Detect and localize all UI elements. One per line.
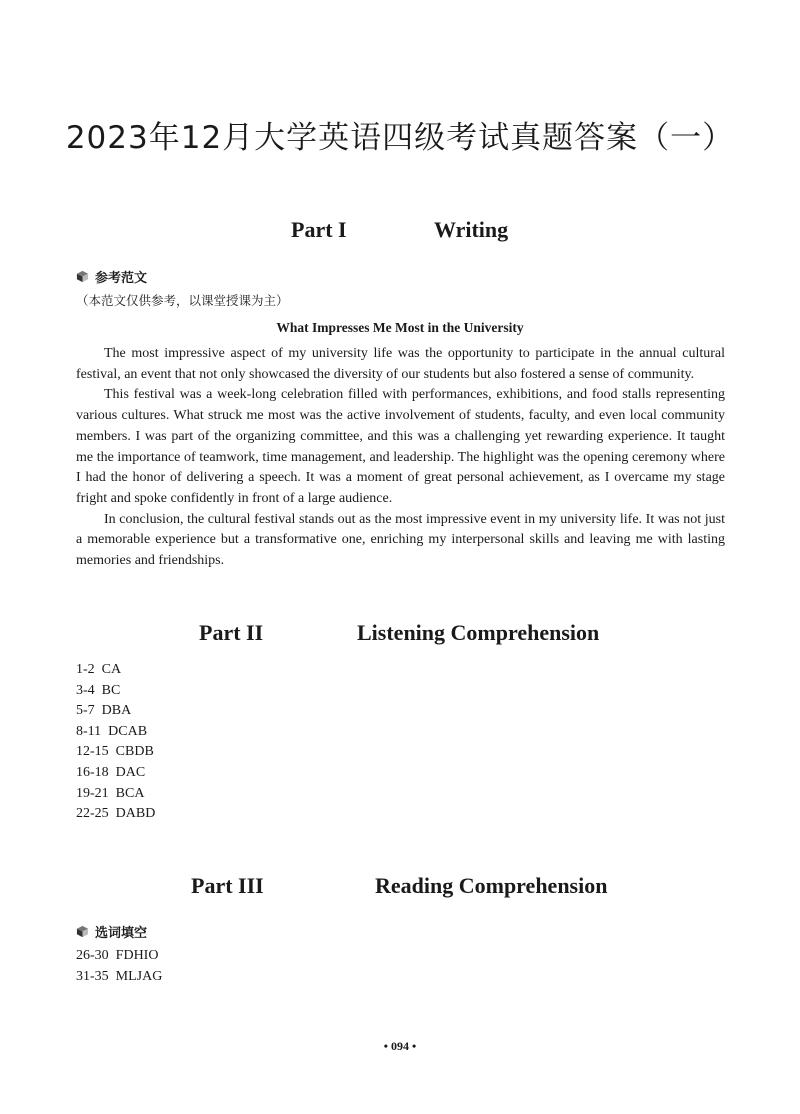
answer-range: 16-18 [76,764,109,780]
answer-row [76,660,155,681]
part3-section-label [76,922,147,941]
answer-keys: BC [101,682,121,698]
answer-row [76,946,162,967]
answer-keys: DCAB [108,723,148,739]
part1-name: Writing [434,217,509,242]
part3-section-text: 选词填空 [95,926,148,941]
answer-range: 5-7 [76,703,95,719]
answer-row [76,701,155,722]
essay-note: （本范文仅供参考，以课堂授课为主） [76,293,289,308]
part1-number: Part I [291,217,347,242]
answer-keys: DBA [101,703,132,719]
answer-range: 22-25 [76,806,109,822]
answer-range: 3-4 [76,682,95,698]
essay-title: What Impresses Me Most in the University [276,320,524,335]
cube-icon [76,925,89,938]
answer-range: 8-11 [76,723,102,739]
answer-keys: DABD [115,806,156,822]
answer-keys: BCA [115,785,145,801]
essay-body [76,344,725,572]
answer-range: 31-35 [76,968,109,984]
part3-number: Part III [191,873,264,898]
reading-answers [76,946,162,987]
answer-keys: CA [101,662,122,677]
answer-row [76,967,162,988]
answer-keys: MLJAG [115,968,163,984]
part2-number: Part II [199,620,264,645]
part2-name: Listening Comprehension [357,620,600,645]
answer-range: 12-15 [76,744,109,760]
answer-range: 19-21 [76,785,109,801]
answer-keys: DAC [115,764,146,780]
essay-paragraph: This festival was a week-long celebration filled with performances, exhibitions, and food stalls representing various cultures. What struck me most was the active involvement of students, faculty, and even local community members. I was part of the organizing committee, and this was a challenging yet rewarding experience. It taught me the importance of teamwork, time management, and leadership. The highlight was the opening ceremony where I had the honor of delivering a speech. It was a moment of great personal achievement, as I overcame my stage fright and spoke confidently in front of a large audience. [76,387,725,506]
answer-row [76,742,155,763]
page-number: • 094 • [383,1039,417,1053]
essay-paragraph: The most impressive aspect of my university life was the opportunity to participate in the annual cultural festival, an event that not only showcased the diversity of our students but also fostered a sense of community. [76,346,725,382]
answer-range: 1-2 [76,662,95,677]
answer-keys: CBDB [115,744,154,760]
answer-row [76,722,155,743]
page-title: 2023年12月大学英语四级考试真题答案（一） [65,120,735,156]
answer-row [76,763,155,784]
part1-section-label [76,267,147,286]
answer-row [76,681,155,702]
listening-answers [76,660,155,825]
answer-row [76,784,155,805]
essay-paragraph: In conclusion, the cultural festival stands out as the most impressive event in my university life. It was not just a memorable experience but a transformative one, enriching my interpersonal skills and leaving me with lasting memories and friendships. [76,511,725,569]
part1-section-text: 参考范文 [95,271,148,286]
part3-name: Reading Comprehension [375,873,608,898]
answer-range: 26-30 [76,948,109,963]
cube-icon [76,270,89,283]
answer-row [76,804,155,825]
answer-keys: FDHIO [115,948,159,963]
